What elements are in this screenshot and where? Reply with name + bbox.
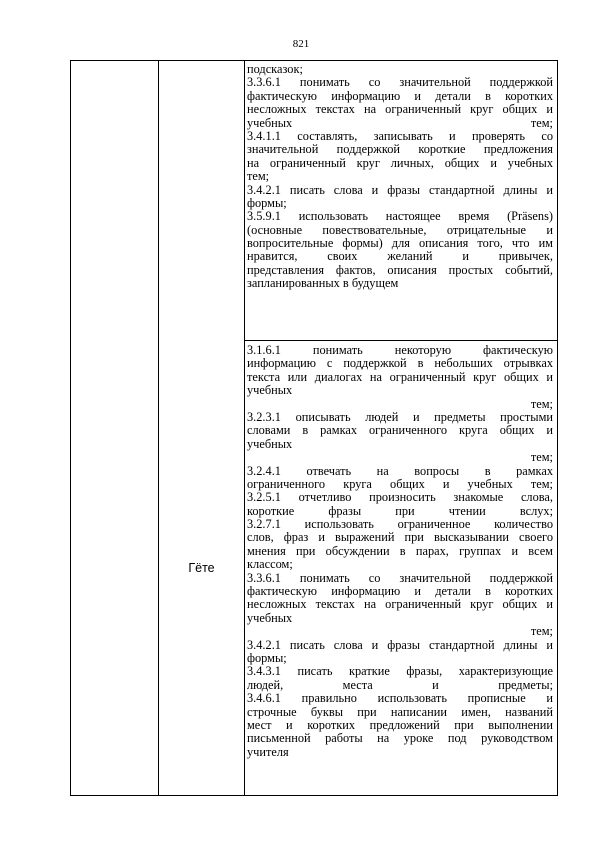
objective-line: 3.3.6.1 понимать со значительной поддержкой xyxy=(247,570,553,585)
objective-line: 3.4.6.1 правильно использовать прописные и xyxy=(247,691,553,706)
objective-line: значительной поддержкой короткие предложения xyxy=(247,142,553,157)
column-divider-2 xyxy=(244,61,245,795)
objective-line: 3.4.1.1 составлять, записывать и проверять со xyxy=(247,128,553,143)
objective-line: вопросительные формы) для описания того, что им xyxy=(247,236,553,251)
row-divider xyxy=(244,340,557,341)
objective-line: учебных xyxy=(247,610,293,625)
objective-line: 3.4.2.1 писать слова и фразы стандартной длины и xyxy=(247,182,553,197)
objective-line: строчные буквы при написании имен, названий xyxy=(247,704,553,719)
objective-line: формы; xyxy=(247,650,287,665)
objective-line: слов, фраз и выражений при высказывании своего xyxy=(247,530,553,545)
objective-line: запланированных в будущем xyxy=(247,276,399,291)
objectives-cell-2 xyxy=(247,344,553,759)
objective-line: текста или диалогах на ограниченный круг общих и xyxy=(247,369,553,384)
objective-line: 3.2.3.1 описывать людей и предметы простыми xyxy=(247,409,553,424)
objectives-cell-1 xyxy=(247,63,553,291)
objective-line: 3.3.6.1 понимать со значительной поддержкой xyxy=(247,75,553,90)
objective-line: информацию с поддержкой в небольших отрывках xyxy=(247,356,553,371)
objective-line: представления фактов, описания простых событий, xyxy=(247,262,553,277)
objective-line: письменной работы на уроке под руководством xyxy=(247,731,553,746)
objective-line: 3.2.4.1 отвечать на вопросы в рамках xyxy=(247,463,553,478)
objective-line: 3.4.2.1 писать слова и фразы стандартной длины и xyxy=(247,637,553,652)
objective-line: учителя xyxy=(247,744,289,759)
objective-line: тем; xyxy=(530,624,553,639)
objective-line: 3.1.6.1 понимать некоторую фактическую xyxy=(247,343,553,357)
objective-line: мнения при обсуждении в парах, группах и всем xyxy=(247,543,553,558)
objective-line: учебных xyxy=(247,383,293,398)
objective-line: учебных xyxy=(247,436,293,451)
objective-line: классом; xyxy=(247,557,293,572)
objective-line: на ограниченный круг личных, общих и учебных xyxy=(247,155,553,170)
objective-line: (основные повествовательные, отрицательные и xyxy=(247,222,553,237)
objective-line: тем; xyxy=(247,169,270,184)
objective-line: тем; xyxy=(530,396,553,411)
objective-line: 3.4.3.1 писать краткие фразы, характеризующие xyxy=(247,664,553,679)
objective-line: подсказок; xyxy=(247,62,303,76)
objective-line: 3.2.5.1 отчетливо произносить знакомые слова, xyxy=(247,490,553,505)
objective-line: несложных текстах на ограниченный круг общих и xyxy=(247,597,553,612)
objective-line: словами в рамках ограниченного круга общих и xyxy=(247,423,553,438)
objective-line: формы; xyxy=(247,195,287,210)
objective-line: несложных текстах на ограниченный круг общих и xyxy=(247,102,553,117)
objective-line: короткие фразы при чтении вслух; xyxy=(247,503,553,518)
objective-line: ограниченного круга общих и учебных тем; xyxy=(247,476,553,491)
objective-line: учебных тем; xyxy=(247,115,553,130)
objective-line: людей, места и предметы; xyxy=(247,677,553,692)
objective-line: 3.2.7.1 использовать ограниченное количество xyxy=(247,517,553,532)
objective-line: фактическую информацию и детали в коротких xyxy=(247,584,553,599)
objective-line: 3.5.9.1 использовать настоящее время (Präsens) xyxy=(247,209,553,224)
objective-line: мест и коротких предложений при выполнении xyxy=(247,717,553,732)
topic-cell-goethe: Гёте xyxy=(188,561,215,575)
objective-line: нравится, своих желаний и привычек, xyxy=(247,249,553,264)
objective-line: фактическую информацию и детали в коротких xyxy=(247,88,553,103)
objectives-table xyxy=(70,60,558,796)
page-number: 821 xyxy=(292,38,310,50)
objective-line: тем; xyxy=(530,450,553,465)
